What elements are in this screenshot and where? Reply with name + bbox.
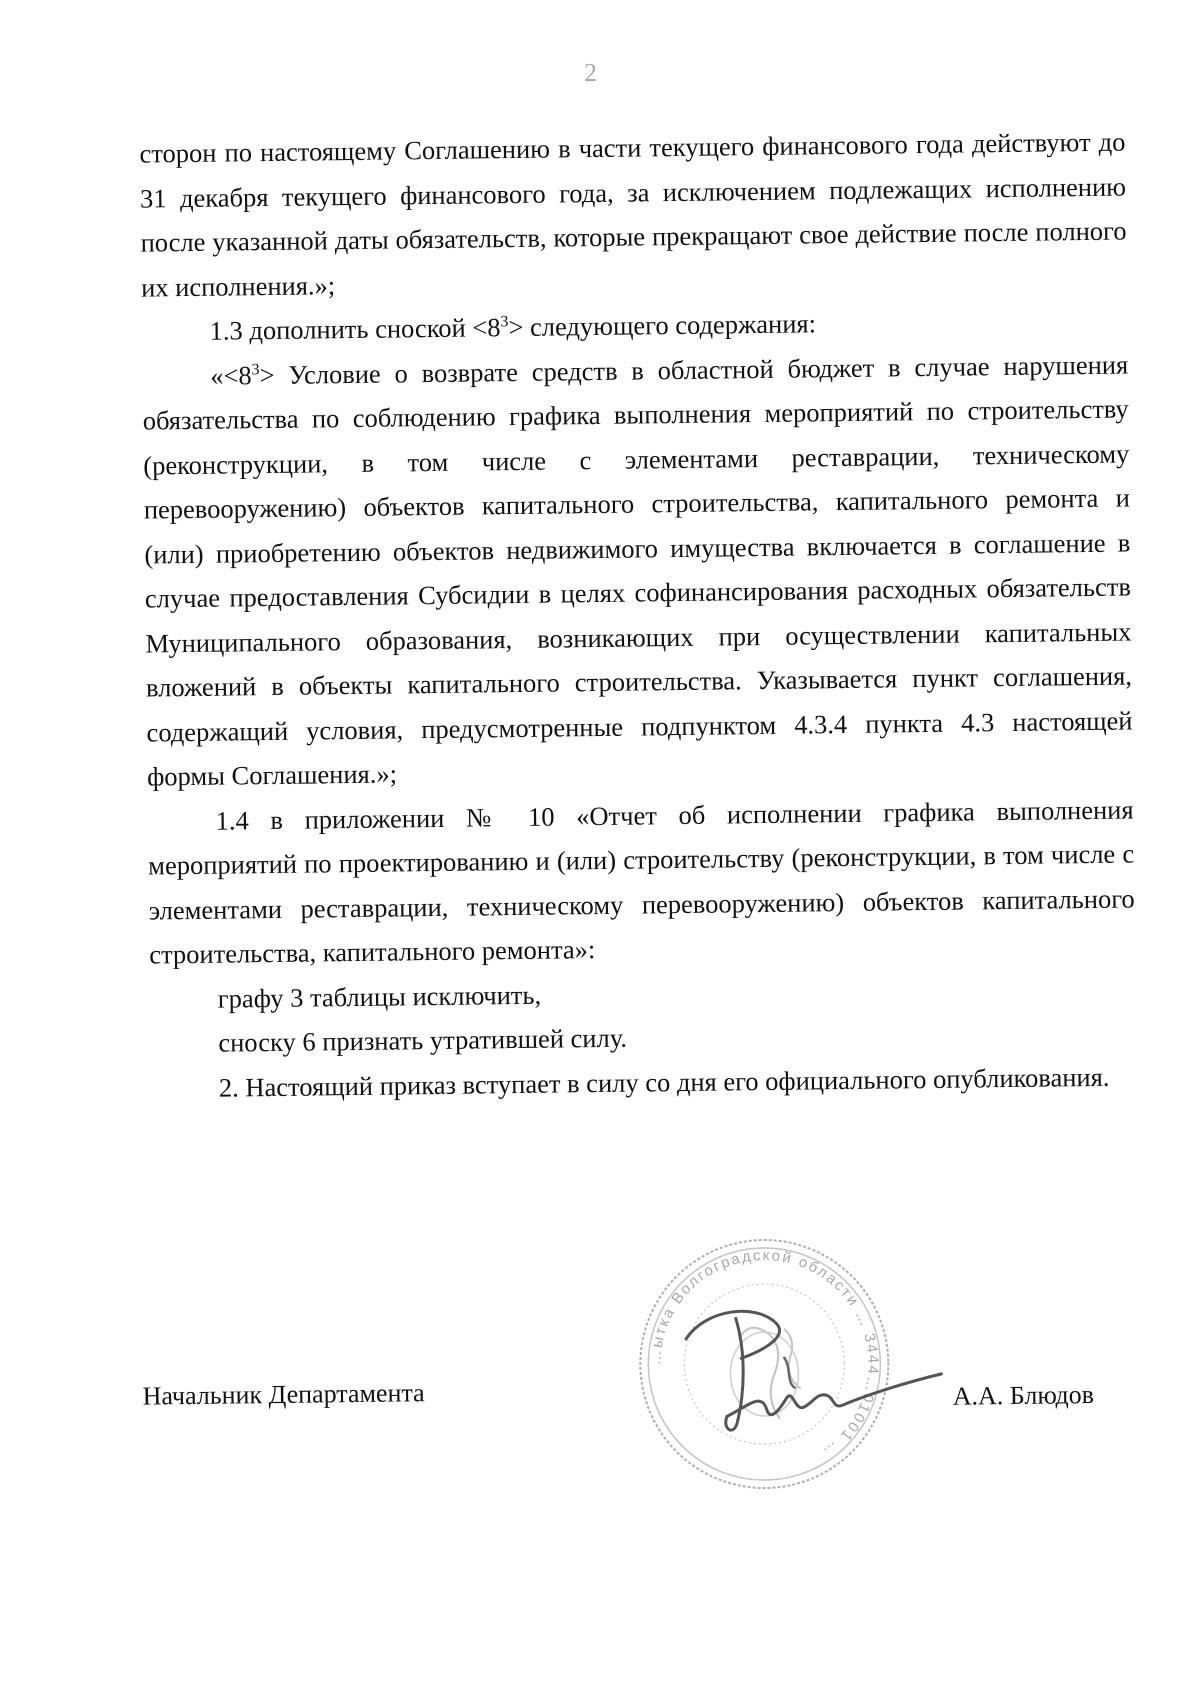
handwritten-signature: [666, 1296, 948, 1449]
footnote-superscript: 3: [500, 313, 509, 331]
paragraph-column-removal: графу 3 таблицы исключить,: [217, 979, 542, 1014]
paragraph-footnote-void: сноску 6 признать утратившей силу.: [218, 1022, 628, 1058]
paragraph-1-4: 1.4 в приложении № 10 «Отчет об исполнении графика выполнения мероприятий по проектированию и (или) строительству (реконструкции, в том числе с элементами реставрации, техническому перевооружению) объектов капитального строительства, капитального ремонта»:: [148, 793, 1135, 970]
paragraph-1-3: 1.3 дополнить сноской $<8^3>$ следующего содержания:: [209, 308, 817, 346]
svg-text:…ытка Волгоградской области …: …ытка Волгоградской области … 3444…01001 …: [647, 1246, 882, 1462]
paragraph-2-effective: 2. Настоящий приказ вступает в силу со дня его официального опубликования.: [218, 1061, 1110, 1103]
page-number: 2: [583, 57, 598, 88]
footnote-8-3-text: «$<8^3>$ Условие о возврате средств в областной бюджет в случае нарушения обязательства по соблюдению графика выполнения мероприятий по строительству (реконструкции, в том числе с элементами реставрации, техническому перевооружению) объектов капитального строительства, капитального ремонта и (или) приобретению объектов недвижимого имущества включается в соглашение в случае предоставления Субсидии в целях софинансирования расходных обязательств Муниципального образования, возникающих при осуществлении капитальных вложений в объекты капитального строительства. Указывается пункт соглашения, содержащий условия, предусмотренные подпунктом 4.3.4 пункта 4.3 настоящей формы Соглашения.»;: [142, 349, 1133, 792]
signatory-name: А.А. Блюдов: [952, 1380, 1095, 1411]
footnote-superscript: 3: [251, 360, 260, 378]
body-text: [139, 120, 1137, 1111]
signatory-title: Начальник Департамента: [142, 1378, 425, 1411]
paragraph-1-continuation: сторон по настоящему Соглашению в части текущего финансового года действуют до 31 декабря текущего финансового года, за исключением подлежащих исполнению после указанной даты обязательств, которые прекращают свое действие после полного их исполнения.»;: [139, 126, 1127, 303]
